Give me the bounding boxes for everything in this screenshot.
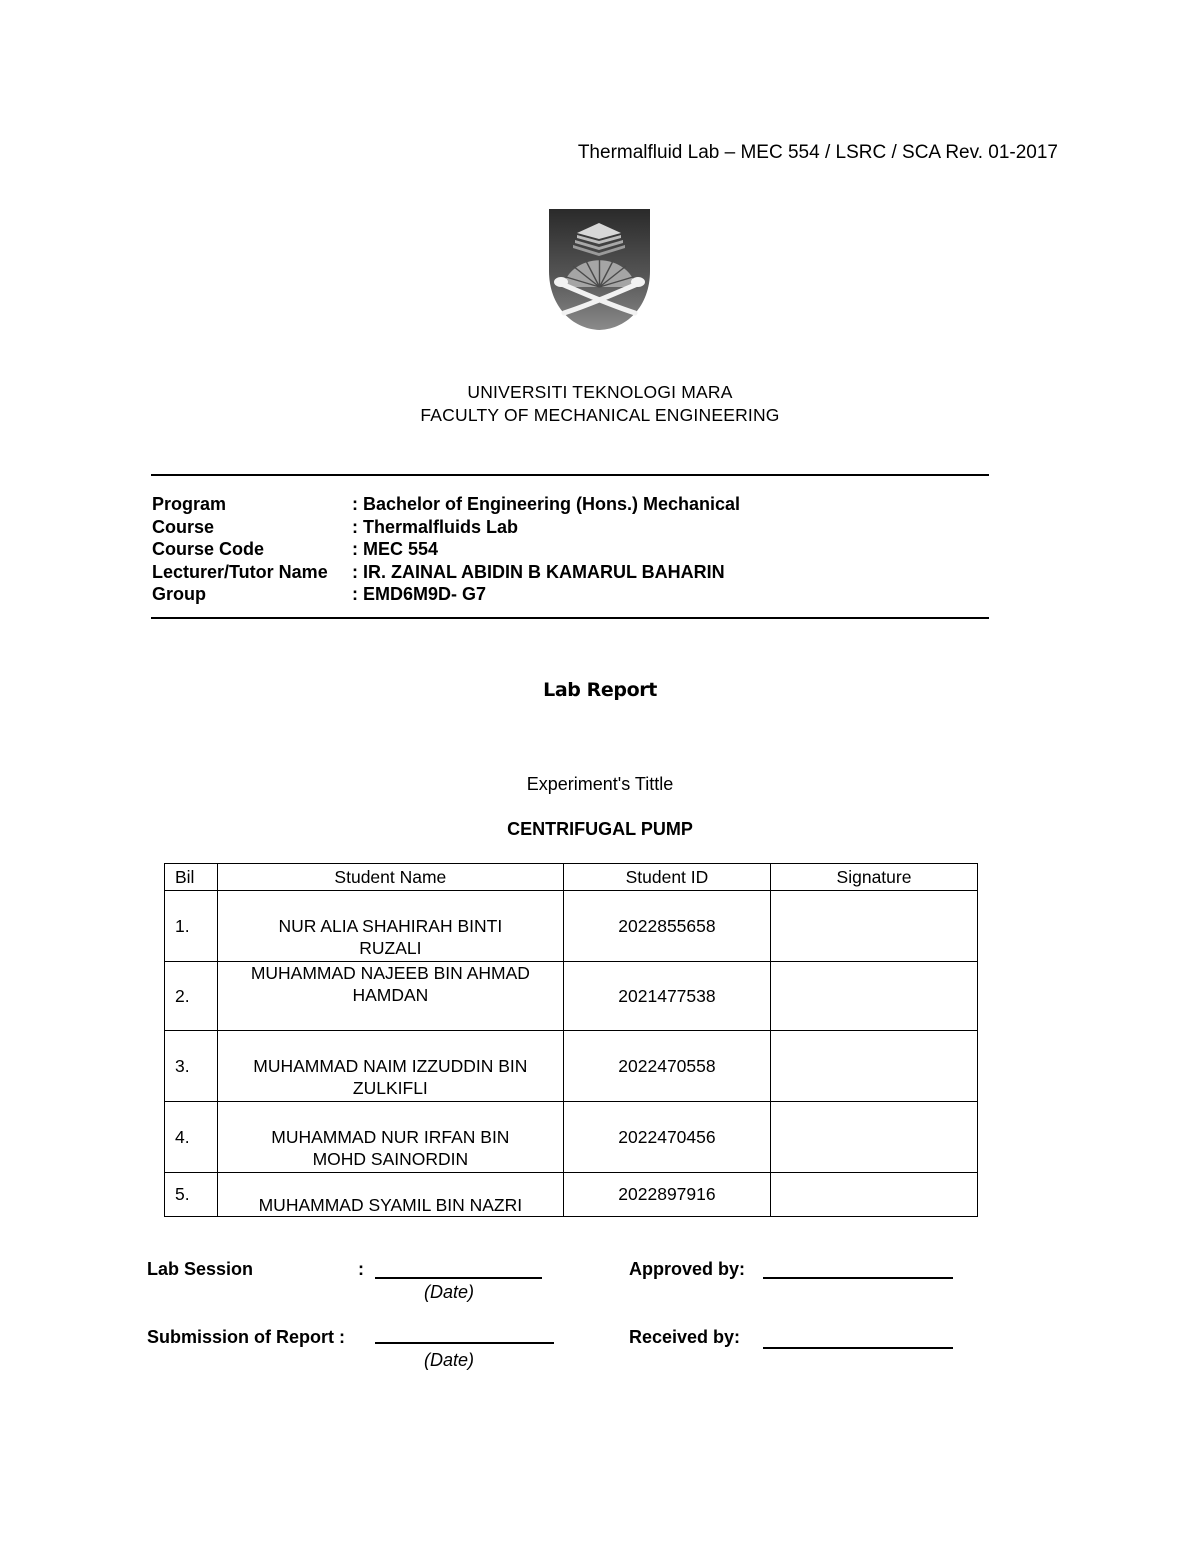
info-value: : IR. ZAINAL ABIDIN B KAMARUL BAHARIN (352, 561, 725, 582)
signature-cell[interactable] (771, 1173, 978, 1217)
course-info-block (152, 493, 740, 606)
row-number: 2. (165, 962, 218, 1031)
student-name-cell (217, 1102, 563, 1173)
student-name-line: ZULKIFLI (352, 1078, 428, 1098)
document-reference: Thermalfluid Lab – MEC 554 / LSRC / SCA Rev. 01-2017 (577, 142, 1058, 163)
report-heading: Lab Report (543, 679, 657, 701)
received-by-line[interactable] (763, 1347, 953, 1349)
row-number: 4. (165, 1102, 218, 1173)
signature-cell[interactable] (771, 962, 978, 1031)
table-row (165, 1173, 978, 1217)
student-name-cell (217, 891, 563, 962)
university-name: UNIVERSITI TEKNOLOGI MARA (467, 382, 733, 402)
table-row (165, 962, 978, 1031)
info-row-program (152, 493, 740, 516)
info-label: Course Code (152, 539, 265, 559)
lab-session-label: Lab Session (147, 1259, 254, 1279)
student-id-cell: 2022855658 (563, 891, 770, 962)
student-name-line: MUHAMMAD SYAMIL BIN NAZRI (258, 1195, 523, 1215)
submission-label: Submission of Report : (147, 1327, 345, 1347)
student-name-cell (217, 962, 563, 1031)
info-label: Lecturer/Tutor Name (152, 561, 328, 582)
student-id-cell: 2022470558 (563, 1031, 770, 1102)
student-name-cell (217, 1031, 563, 1102)
bottom-divider (151, 617, 989, 619)
info-row-group (152, 583, 740, 606)
student-name-line: MOHD SAINORDIN (312, 1149, 469, 1169)
student-id-cell: 2021477538 (563, 962, 770, 1031)
student-id-cell: 2022897916 (563, 1173, 770, 1217)
info-label: Group (152, 584, 206, 604)
signature-cell[interactable] (771, 1102, 978, 1173)
row-number: 1. (165, 891, 218, 962)
info-label: Program (152, 494, 227, 514)
experiment-name: CENTRIFUGAL PUMP (507, 819, 693, 839)
column-header-bil: Bil (165, 864, 218, 891)
student-name-line: MUHAMMAD NAIM IZZUDDIN BIN (253, 1056, 528, 1076)
row-number: 3. (165, 1031, 218, 1102)
column-header-id: Student ID (563, 864, 770, 891)
signature-cell[interactable] (771, 891, 978, 962)
info-value: : Thermalfluids Lab (352, 516, 519, 537)
uitm-crest-icon (549, 209, 650, 331)
info-label: Course (152, 516, 215, 537)
column-header-signature: Signature (771, 864, 978, 891)
row-number: 5. (165, 1173, 218, 1217)
table-header-row (165, 864, 978, 891)
faculty-name: FACULTY OF MECHANICAL ENGINEERING (420, 405, 780, 425)
student-name-cell (217, 1173, 563, 1217)
info-value: : MEC 554 (352, 539, 439, 559)
signature-cell[interactable] (771, 1031, 978, 1102)
lab-session-date-caption: (Date) (424, 1282, 475, 1302)
students-table (164, 863, 978, 1217)
submission-date-caption: (Date) (424, 1350, 475, 1370)
submission-date-line[interactable] (375, 1342, 554, 1344)
student-name-line: RUZALI (359, 938, 422, 958)
table-row (165, 1031, 978, 1102)
table-row (165, 891, 978, 962)
approved-by-line[interactable] (763, 1277, 953, 1279)
info-value: : EMD6M9D- G7 (352, 584, 487, 604)
experiment-label: Experiment's Tittle (526, 774, 674, 794)
table-row (165, 1102, 978, 1173)
info-row-course (152, 516, 740, 539)
lab-session-colon: : (358, 1259, 364, 1279)
info-row-course-code (152, 538, 740, 561)
student-name-line: MUHAMMAD NUR IRFAN BIN (271, 1127, 510, 1147)
top-divider (151, 474, 989, 476)
column-header-name: Student Name (217, 864, 563, 891)
student-name-line: HAMDAN (352, 985, 429, 1005)
lab-session-date-line[interactable] (375, 1277, 542, 1279)
approved-by-label: Approved by: (629, 1259, 746, 1279)
received-by-label: Received by: (629, 1327, 741, 1347)
student-name-line: MUHAMMAD NAJEEB BIN AHMAD (250, 963, 530, 983)
info-value: : Bachelor of Engineering (Hons.) Mechanical (352, 494, 741, 514)
info-row-lecturer (152, 561, 740, 584)
student-name-line: NUR ALIA SHAHIRAH BINTI (278, 916, 503, 936)
student-id-cell: 2022470456 (563, 1102, 770, 1173)
